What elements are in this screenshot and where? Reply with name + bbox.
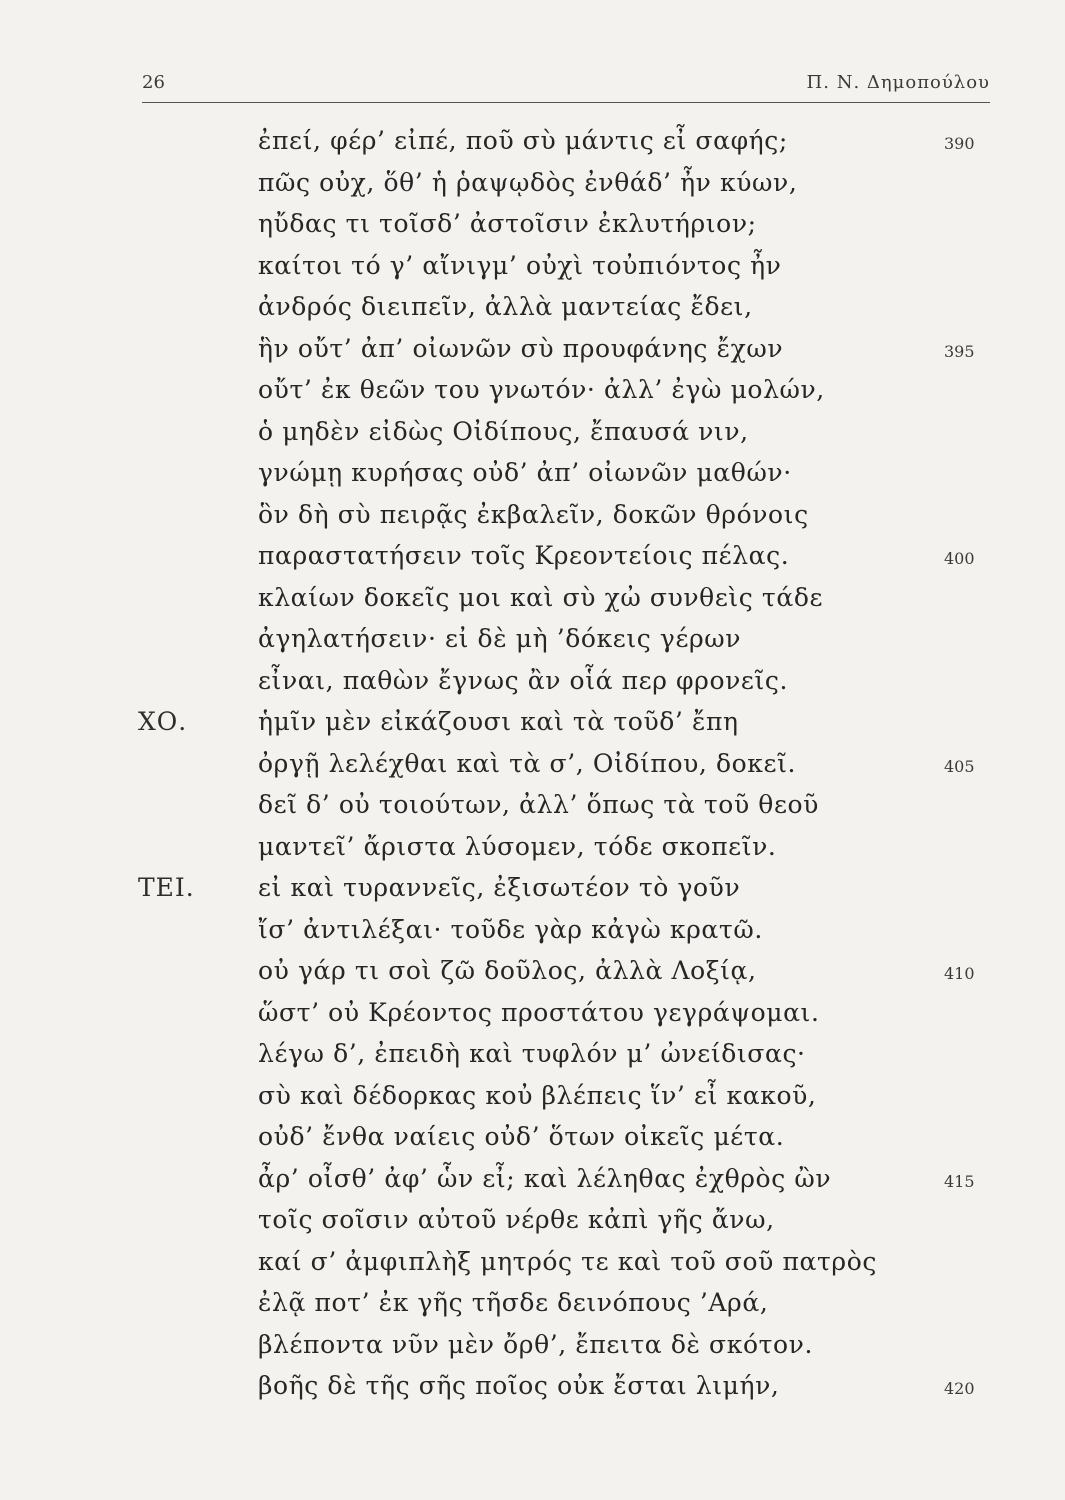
verse-line [0,126,1065,168]
verse-line [0,1247,1065,1289]
line-number: 405 [944,756,975,776]
verse-line [0,1330,1065,1372]
verse-line [0,1122,1065,1164]
verse-text: οὐδ’ ἔνθα ναίεις οὐδ’ ὅτων οἰκεῖς μέτα. [258,1122,785,1151]
verse-line [0,168,1065,210]
verse-text: ἐπεί, φέρ’ εἰπέ, ποῦ σὺ μάντις εἶ σαφής; [258,126,788,155]
line-number: 400 [944,549,975,568]
verse-text: ὀργῇ λελέχθαι καὶ τὰ σ’, Οἰδίπου, δοκεῖ. [258,748,797,778]
verse-line [0,458,1065,500]
verse-text: ἡμῖν μὲν εἰκάζουσι καὶ τὰ τοῦδ’ ἔπη [258,707,739,736]
verse-text: ἣν οὔτ’ ἀπ’ οἰωνῶν σὺ προυφάνης ἔχων [258,333,784,363]
verse-text: βοῆς δὲ τῆς σῆς ποῖος οὐκ ἔσται λιμήν, [258,1371,780,1400]
line-number: 390 [944,134,975,153]
verse-text: λέγω δ’, ἐπειδὴ καὶ τυφλόν μ’ ὠνείδισας· [258,1039,806,1068]
verse-line [0,624,1065,666]
verse-line [0,541,1065,583]
verse-text: εἶναι, παθὼν ἔγνως ἂν οἷά περ φρονεῖς. [258,665,789,695]
verse-line [0,666,1065,708]
line-number: 395 [944,341,975,361]
page-header [142,72,990,103]
speaker-label: ΧΟ. [138,707,188,736]
verse-text: βλέποντα νῦν μὲν ὄρθ’, ἔπειτα δὲ σκότον. [258,1329,814,1359]
verse-block [0,126,1065,1413]
verse-line [0,790,1065,832]
verse-line [0,749,1065,791]
verse-line [0,292,1065,334]
verse-line [0,375,1065,417]
verse-text: ἀνδρός διειπεῖν, ἀλλὰ μαντείας ἔδει, [258,292,753,321]
verse-line [0,417,1065,459]
verse-text: κλαίων δοκεῖς μοι καὶ σὺ χὠ συνθεὶς τάδε [258,582,824,612]
verse-line [0,832,1065,874]
line-number: 410 [944,964,975,983]
verse-text: παραστατήσειν τοῖς Κρεοντείοις πέλας. [258,541,790,570]
verse-text: ηὔδας τι τοῖσδ’ ἀστοῖσιν ἐκλυτήριον; [258,209,757,238]
verse-line [0,583,1065,625]
verse-text: εἰ καὶ τυραννεῖς, ἐξισωτέον τὸ γοῦν [258,873,741,902]
verse-line [0,1288,1065,1330]
verse-text: οὔτ’ ἐκ θεῶν του γνωτόν· ἀλλ’ ἐγὼ μολών, [258,375,825,404]
verse-text: ἆρ’ οἶσθ’ ἀφ’ ὧν εἶ; καὶ λέληθας ἐχθρὸς ὢν [258,1163,832,1193]
verse-line [0,915,1065,957]
verse-line [0,1039,1065,1081]
verse-line [0,956,1065,998]
verse-line [0,334,1065,376]
verse-text: δεῖ δ’ οὐ τοιούτων, ἀλλ’ ὅπως τὰ τοῦ θεοῦ [258,790,819,819]
verse-text: ἀγηλατήσειν· εἰ δὲ μὴ ’δόκεις γέρων [258,624,742,653]
verse-text: τοῖς σοῖσιν αὐτοῦ νέρθε κἀπὶ γῆς ἄνω, [258,1205,775,1234]
page-number: 26 [142,72,165,93]
verse-text: καί σ’ ἀμφιπλὴξ μητρός τε καὶ τοῦ σοῦ πατρὸς [258,1246,877,1276]
verse-line [0,209,1065,251]
verse-line [0,1205,1065,1247]
verse-line [0,1164,1065,1206]
verse-text: πῶς οὐχ, ὅθ’ ἡ ῥαψῳδὸς ἐνθάδ’ ἦν κύων, [258,167,798,197]
verse-text: σὺ καὶ δέδορκας κοὐ βλέπεις ἵν’ εἶ κακοῦ, [258,1080,817,1110]
line-number: 415 [944,1171,975,1191]
verse-line [0,500,1065,542]
verse-text: ἐλᾷ ποτ’ ἐκ γῆς τῆσδε δεινόπους ’Αρά, [258,1288,769,1317]
verse-text: οὐ γάρ τι σοὶ ζῶ δοῦλος, ἀλλὰ Λοξίᾳ, [258,956,757,985]
speaker-label: ΤΕΙ. [138,873,195,902]
verse-text: ὥστ’ οὐ Κρέοντος προστάτου γεγράψομαι. [258,997,820,1027]
verse-text: μαντεῖ’ ἄριστα λύσομεν, τόδε σκοπεῖν. [258,831,777,861]
verse-text: ὃν δὴ σὺ πειρᾷς ἐκβαλεῖν, δοκῶν θρόνοις [258,499,809,529]
verse-text: γνώμῃ κυρήσας οὐδ’ ἀπ’ οἰωνῶν μαθών· [258,458,792,487]
verse-text: καίτοι τό γ’ αἴνιγμ’ οὐχὶ τοὐπιόντος ἦν [258,250,782,280]
line-number: 420 [944,1379,975,1398]
verse-text: ἴσ’ ἀντιλέξαι· τοῦδε γὰρ κἀγὼ κρατῶ. [258,914,763,944]
running-head: Π. Ν. Δημοπούλου [806,72,990,93]
verse-line [0,1371,1065,1413]
verse-line [0,998,1065,1040]
verse-text: ὁ μηδὲν εἰδὼς Οἰδίπους, ἔπαυσά νιν, [258,416,749,446]
verse-line [0,707,1065,749]
verse-line [0,873,1065,915]
verse-line [0,251,1065,293]
verse-line [0,1081,1065,1123]
